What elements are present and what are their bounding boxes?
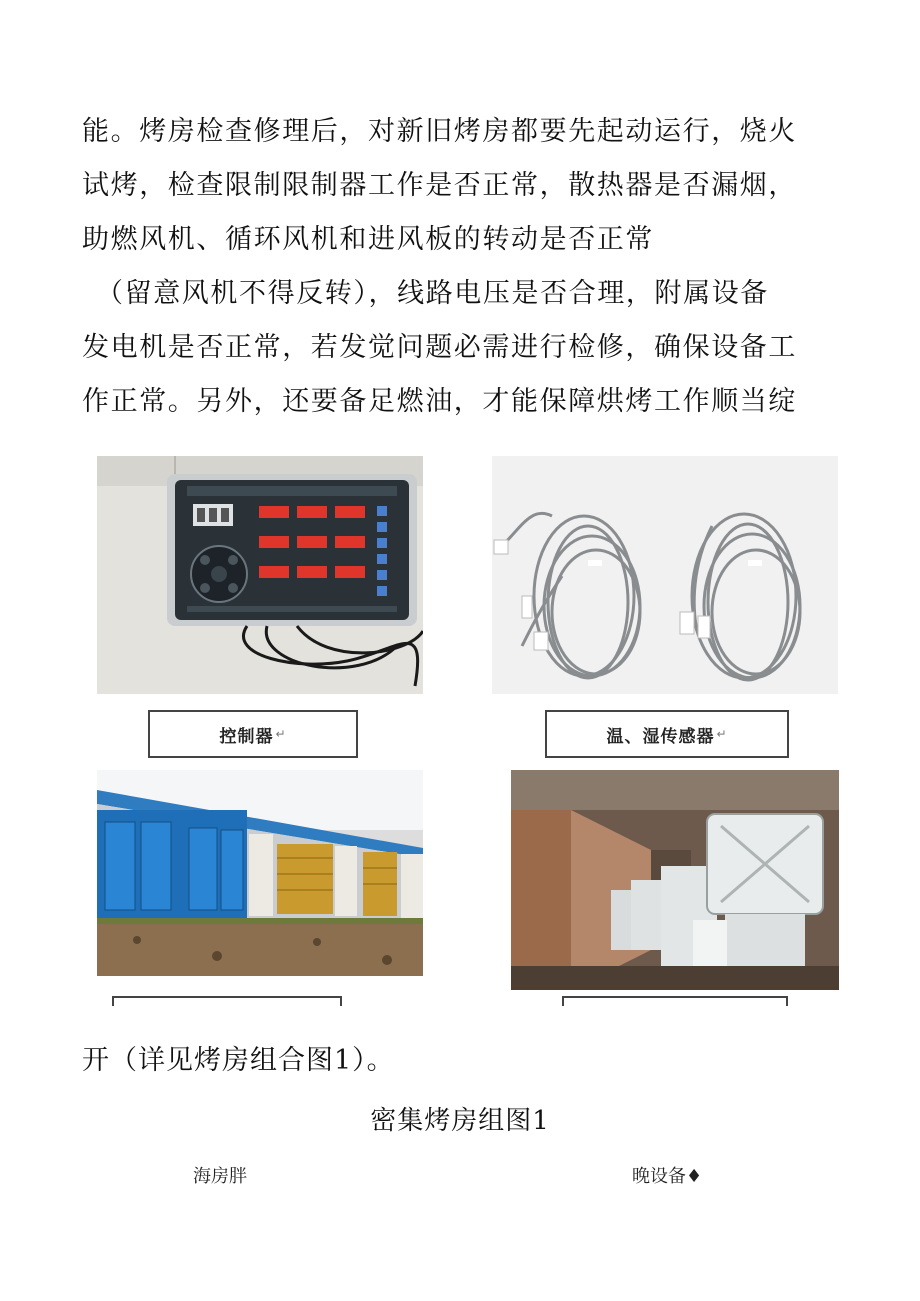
return-mark: ↵ (716, 727, 728, 741)
controller-photo (97, 456, 423, 694)
caption-box-cropped (112, 996, 342, 1006)
sub-label-right: 晚设备♦ (632, 1166, 703, 1187)
caption-controller-text: 控制器 (219, 726, 274, 747)
return-mark: ↵ (275, 727, 287, 741)
caption-sensor-text: 温、湿传感器 (606, 726, 715, 747)
paragraph-line: 试烤，检查限制限制器工作是否正常，散热器是否漏烟， (82, 170, 797, 201)
paragraph-line: 助燃风机、循环风机和进风板的转动是否正常 (82, 224, 654, 255)
paragraph-line: （留意风机不得反转），线路电压是否合理，附属设备 (96, 278, 769, 309)
sub-label-left: 海房胖 (193, 1166, 247, 1187)
burner-equipment-photo (511, 770, 839, 990)
paragraph-line: 能。烤房检查修理后，对新旧烤房都要先起动运行，烧火 (82, 116, 797, 147)
curing-barn-photo (97, 770, 423, 976)
caption-box-cropped (562, 996, 788, 1006)
caption-sensor (545, 710, 789, 758)
reference-line: 开（详见烤房组合图1）。 (82, 1045, 395, 1076)
body-paragraph (82, 112, 862, 436)
sensor-cables-photo (492, 456, 838, 694)
paragraph-line: 作正常。另外，还要备足燃油，才能保障烘烤工作顺当绽 (82, 386, 797, 417)
paragraph-line: 发电机是否正常，若发觉问题必需进行检修，确保设备工 (82, 332, 797, 363)
caption-controller (148, 710, 358, 758)
figure-title: 密集烤房组图1 (370, 1106, 550, 1136)
